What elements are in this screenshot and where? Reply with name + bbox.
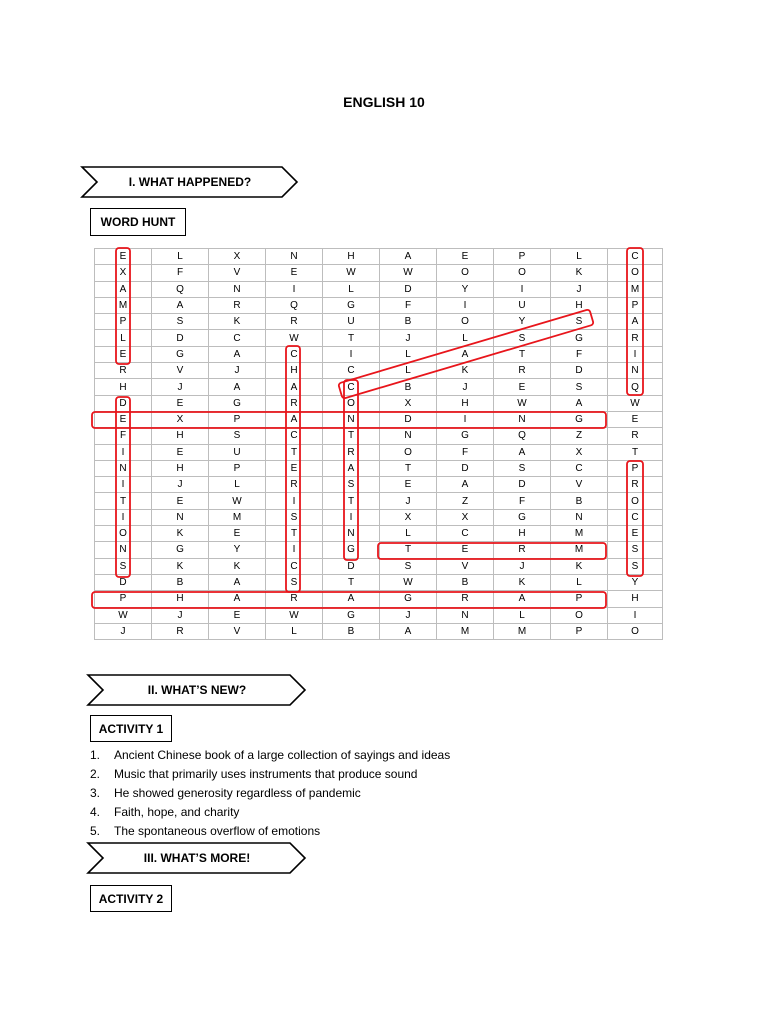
grid-cell: R (95, 363, 152, 379)
grid-cell: G (551, 330, 608, 346)
grid-row (95, 297, 663, 313)
grid-cell: I (95, 444, 152, 460)
grid-cell: A (380, 623, 437, 639)
grid-cell: W (380, 265, 437, 281)
grid-cell: L (266, 623, 323, 639)
grid-cell: R (608, 428, 663, 444)
grid-cell: I (608, 346, 663, 362)
grid-cell: I (95, 477, 152, 493)
grid-cell: H (152, 428, 209, 444)
grid-cell: D (95, 395, 152, 411)
grid-cell: K (209, 558, 266, 574)
grid-cell: W (266, 330, 323, 346)
grid-cell: P (551, 591, 608, 607)
grid-cell: A (494, 444, 551, 460)
grid-cell: N (152, 509, 209, 525)
grid-cell: O (608, 265, 663, 281)
list-item (90, 784, 450, 803)
page-title: ENGLISH 10 (343, 94, 425, 110)
grid-cell: P (608, 297, 663, 313)
grid-cell: A (266, 411, 323, 427)
activity-2-label: ACTIVITY 2 (90, 885, 172, 912)
grid-cell: Q (494, 428, 551, 444)
grid-cell: T (266, 444, 323, 460)
grid-cell: N (323, 526, 380, 542)
grid-cell: C (551, 460, 608, 476)
grid-cell: T (323, 574, 380, 590)
list-item (90, 765, 450, 784)
grid-cell: A (209, 379, 266, 395)
grid-row (95, 314, 663, 330)
grid-cell: P (209, 460, 266, 476)
grid-cell: D (152, 330, 209, 346)
grid-cell: A (323, 591, 380, 607)
grid-cell: M (437, 623, 494, 639)
grid-cell: E (380, 477, 437, 493)
grid-cell: X (380, 509, 437, 525)
grid-cell: O (323, 395, 380, 411)
grid-cell: I (437, 411, 494, 427)
grid-cell: R (437, 591, 494, 607)
grid-cell: A (551, 395, 608, 411)
grid-cell: P (209, 411, 266, 427)
grid-cell: L (551, 574, 608, 590)
grid-cell: C (266, 558, 323, 574)
grid-row (95, 509, 663, 525)
grid-cell: D (437, 460, 494, 476)
grid-cell: N (380, 428, 437, 444)
grid-cell: V (437, 558, 494, 574)
grid-cell: K (551, 558, 608, 574)
item-number: 5. (90, 824, 101, 838)
grid-cell: N (551, 509, 608, 525)
grid-cell: W (323, 265, 380, 281)
grid-cell: A (209, 574, 266, 590)
grid-cell: O (551, 607, 608, 623)
grid-cell: B (152, 574, 209, 590)
grid-cell: S (323, 477, 380, 493)
grid-cell: J (209, 363, 266, 379)
grid-cell: P (608, 460, 663, 476)
grid-cell: W (608, 395, 663, 411)
item-text: He showed generosity regardless of pandemic (114, 786, 361, 800)
grid-cell: M (551, 526, 608, 542)
grid-cell: I (494, 281, 551, 297)
grid-cell: X (380, 395, 437, 411)
grid-row (95, 460, 663, 476)
grid-cell: O (437, 314, 494, 330)
item-text: The spontaneous overflow of emotions (114, 824, 321, 838)
grid-cell: C (608, 249, 663, 265)
grid-cell: Q (152, 281, 209, 297)
grid-cell: S (209, 428, 266, 444)
grid-cell: B (437, 574, 494, 590)
grid-cell: O (608, 493, 663, 509)
section-banner-what-happened (80, 166, 300, 198)
grid-row (95, 428, 663, 444)
grid-cell: F (494, 493, 551, 509)
grid-cell: T (323, 428, 380, 444)
grid-cell: A (437, 477, 494, 493)
grid-cell: G (494, 509, 551, 525)
section-title: II. WHAT’S NEW? (147, 683, 247, 697)
grid-cell: W (266, 607, 323, 623)
grid-cell: N (494, 411, 551, 427)
grid-cell: I (437, 297, 494, 313)
grid-cell: C (437, 526, 494, 542)
grid-cell: N (95, 460, 152, 476)
section-banner-whats-new (86, 674, 308, 706)
grid-cell: E (608, 411, 663, 427)
grid-cell: H (266, 363, 323, 379)
grid-cell: E (608, 526, 663, 542)
grid-cell: S (494, 330, 551, 346)
grid-row (95, 591, 663, 607)
grid-cell: J (380, 330, 437, 346)
grid-cell: S (608, 558, 663, 574)
grid-cell: T (494, 346, 551, 362)
grid-row (95, 542, 663, 558)
grid-cell: L (380, 363, 437, 379)
grid-row (95, 281, 663, 297)
grid-cell: K (437, 363, 494, 379)
item-text: Faith, hope, and charity (114, 805, 240, 819)
grid-row (95, 607, 663, 623)
grid-cell: K (209, 314, 266, 330)
grid-cell: G (209, 395, 266, 411)
item-text: Ancient Chinese book of a large collection of sayings and ideas (114, 748, 451, 762)
grid-cell: W (494, 395, 551, 411)
grid-cell: O (494, 265, 551, 281)
grid-row (95, 379, 663, 395)
grid-cell: P (95, 314, 152, 330)
grid-cell: K (152, 558, 209, 574)
grid-cell: E (494, 379, 551, 395)
grid-cell: R (266, 591, 323, 607)
grid-cell: J (152, 379, 209, 395)
grid-cell: W (380, 574, 437, 590)
grid-cell: S (152, 314, 209, 330)
grid-cell: A (323, 460, 380, 476)
grid-cell: L (209, 477, 266, 493)
grid-cell: G (323, 297, 380, 313)
grid-cell: H (608, 591, 663, 607)
grid-cell: L (380, 526, 437, 542)
grid-cell: N (323, 411, 380, 427)
grid-cell: N (95, 542, 152, 558)
grid-cell: M (608, 281, 663, 297)
grid-cell: S (551, 314, 608, 330)
activity-1-list (90, 746, 450, 841)
grid-cell: A (437, 346, 494, 362)
item-number: 2. (90, 767, 101, 781)
grid-cell: Y (608, 574, 663, 590)
grid-cell: V (152, 363, 209, 379)
grid-cell: M (209, 509, 266, 525)
grid-cell: O (608, 623, 663, 639)
grid-cell: S (494, 460, 551, 476)
grid-cell: R (152, 623, 209, 639)
grid-cell: G (380, 591, 437, 607)
list-item (90, 822, 450, 841)
grid-cell: S (551, 379, 608, 395)
grid-cell: R (494, 542, 551, 558)
grid-cell: B (323, 623, 380, 639)
grid-cell: H (95, 379, 152, 395)
grid-cell: Y (209, 542, 266, 558)
grid-cell: P (95, 591, 152, 607)
grid-cell: Y (494, 314, 551, 330)
grid-cell: E (95, 249, 152, 265)
grid-cell: A (95, 281, 152, 297)
grid-cell: H (152, 591, 209, 607)
section-banner-whats-more (86, 842, 308, 874)
grid-cell: Q (266, 297, 323, 313)
grid-cell: E (437, 249, 494, 265)
grid-cell: I (266, 281, 323, 297)
grid-cell: C (266, 428, 323, 444)
grid-cell: I (95, 509, 152, 525)
grid-cell: E (209, 526, 266, 542)
grid-cell: D (551, 363, 608, 379)
grid-cell: O (95, 526, 152, 542)
grid-cell: Z (551, 428, 608, 444)
grid-cell: Y (437, 281, 494, 297)
grid-cell: C (209, 330, 266, 346)
grid-row (95, 249, 663, 265)
grid-cell: L (551, 249, 608, 265)
grid-cell: K (494, 574, 551, 590)
grid-cell: E (95, 411, 152, 427)
grid-cell: O (380, 444, 437, 460)
grid-cell: M (494, 623, 551, 639)
grid-row (95, 493, 663, 509)
grid-cell: R (266, 395, 323, 411)
grid-cell: G (152, 542, 209, 558)
grid-cell: H (152, 460, 209, 476)
grid-row (95, 477, 663, 493)
list-item (90, 746, 450, 765)
grid-cell: Z (437, 493, 494, 509)
grid-cell: V (209, 623, 266, 639)
grid-row (95, 444, 663, 460)
grid-cell: L (380, 346, 437, 362)
grid-cell: R (266, 477, 323, 493)
grid-cell: T (323, 493, 380, 509)
grid-cell: T (608, 444, 663, 460)
grid-cell: W (95, 607, 152, 623)
grid-cell: J (380, 493, 437, 509)
grid-cell: A (380, 249, 437, 265)
grid-cell: J (437, 379, 494, 395)
grid-cell: J (494, 558, 551, 574)
grid-cell: R (323, 444, 380, 460)
grid-cell: T (266, 526, 323, 542)
grid-cell: M (551, 542, 608, 558)
grid-cell: P (494, 249, 551, 265)
grid-cell: H (551, 297, 608, 313)
grid-cell: E (437, 542, 494, 558)
grid-cell: J (152, 607, 209, 623)
grid-cell: G (437, 428, 494, 444)
grid-cell: E (152, 395, 209, 411)
grid-cell: X (209, 249, 266, 265)
grid-cell: L (152, 249, 209, 265)
item-number: 3. (90, 786, 101, 800)
grid-cell: H (437, 395, 494, 411)
grid-cell: F (437, 444, 494, 460)
grid-cell: N (608, 363, 663, 379)
grid-cell: C (323, 379, 380, 395)
grid-cell: E (266, 460, 323, 476)
grid-cell: H (323, 249, 380, 265)
grid-cell: D (494, 477, 551, 493)
grid-cell: D (380, 281, 437, 297)
grid-cell: E (209, 607, 266, 623)
grid-cell: N (209, 281, 266, 297)
grid-cell: U (323, 314, 380, 330)
grid-cell: T (380, 460, 437, 476)
grid-cell: A (608, 314, 663, 330)
grid-cell: B (551, 493, 608, 509)
grid-row (95, 574, 663, 590)
grid-cell: X (152, 411, 209, 427)
grid-cell: N (266, 249, 323, 265)
grid-row (95, 330, 663, 346)
word-hunt-label: WORD HUNT (90, 208, 186, 236)
grid-cell: Q (608, 379, 663, 395)
grid-cell: N (437, 607, 494, 623)
grid-cell: E (95, 346, 152, 362)
grid-row (95, 346, 663, 362)
grid-cell: T (380, 542, 437, 558)
grid-cell: I (323, 346, 380, 362)
grid-cell: I (323, 509, 380, 525)
grid-cell: A (152, 297, 209, 313)
grid-cell: S (95, 558, 152, 574)
grid-cell: R (608, 477, 663, 493)
grid-cell: S (266, 574, 323, 590)
grid-row (95, 526, 663, 542)
grid-cell: S (266, 509, 323, 525)
grid-cell: C (608, 509, 663, 525)
grid-cell: U (209, 444, 266, 460)
word-search-grid (94, 248, 663, 640)
grid-cell: K (551, 265, 608, 281)
grid-row (95, 411, 663, 427)
grid-cell: J (152, 477, 209, 493)
item-number: 1. (90, 748, 101, 762)
grid-cell: I (608, 607, 663, 623)
grid-row (95, 265, 663, 281)
grid-cell: D (95, 574, 152, 590)
grid-cell: G (323, 607, 380, 623)
grid-cell: V (209, 265, 266, 281)
grid-cell: E (152, 493, 209, 509)
grid-cell: F (152, 265, 209, 281)
grid-cell: B (380, 314, 437, 330)
grid-cell: G (323, 542, 380, 558)
grid-cell: H (494, 526, 551, 542)
grid-cell: E (152, 444, 209, 460)
grid-cell: X (95, 265, 152, 281)
grid-cell: L (494, 607, 551, 623)
section-title: I. WHAT HAPPENED? (128, 175, 252, 189)
item-number: 4. (90, 805, 101, 819)
grid-cell: A (209, 346, 266, 362)
grid-cell: T (323, 330, 380, 346)
grid-cell: A (266, 379, 323, 395)
grid-row (95, 558, 663, 574)
grid-cell: U (494, 297, 551, 313)
grid-cell: S (380, 558, 437, 574)
grid-cell: R (266, 314, 323, 330)
grid-cell: C (266, 346, 323, 362)
grid-cell: D (323, 558, 380, 574)
grid-cell: V (551, 477, 608, 493)
grid-cell: J (551, 281, 608, 297)
grid-cell: C (323, 363, 380, 379)
grid-cell: D (380, 411, 437, 427)
grid-cell: P (551, 623, 608, 639)
grid-cell: R (209, 297, 266, 313)
grid-row (95, 395, 663, 411)
grid-cell: W (209, 493, 266, 509)
grid-cell: G (551, 411, 608, 427)
grid-cell: X (551, 444, 608, 460)
grid-cell: J (380, 607, 437, 623)
grid-cell: S (608, 542, 663, 558)
grid-cell: J (95, 623, 152, 639)
grid-cell: G (152, 346, 209, 362)
grid-cell: K (152, 526, 209, 542)
grid-cell: X (437, 509, 494, 525)
grid-cell: M (95, 297, 152, 313)
grid-cell: E (266, 265, 323, 281)
grid-cell: R (608, 330, 663, 346)
grid-cell: O (437, 265, 494, 281)
grid-cell: I (266, 542, 323, 558)
grid-cell: F (380, 297, 437, 313)
grid-cell: R (494, 363, 551, 379)
grid-cell: L (95, 330, 152, 346)
grid-cell: I (266, 493, 323, 509)
grid-cell: F (551, 346, 608, 362)
grid-cell: B (380, 379, 437, 395)
grid-row (95, 363, 663, 379)
grid-cell: A (209, 591, 266, 607)
item-text: Music that primarily uses instruments that produce sound (114, 767, 418, 781)
list-item (90, 803, 450, 822)
activity-1-label: ACTIVITY 1 (90, 715, 172, 742)
grid-cell: L (323, 281, 380, 297)
grid-cell: F (95, 428, 152, 444)
grid-row (95, 623, 663, 639)
grid-cell: L (437, 330, 494, 346)
grid-cell: A (494, 591, 551, 607)
section-title: III. WHAT’S MORE! (143, 851, 251, 865)
grid-cell: T (95, 493, 152, 509)
